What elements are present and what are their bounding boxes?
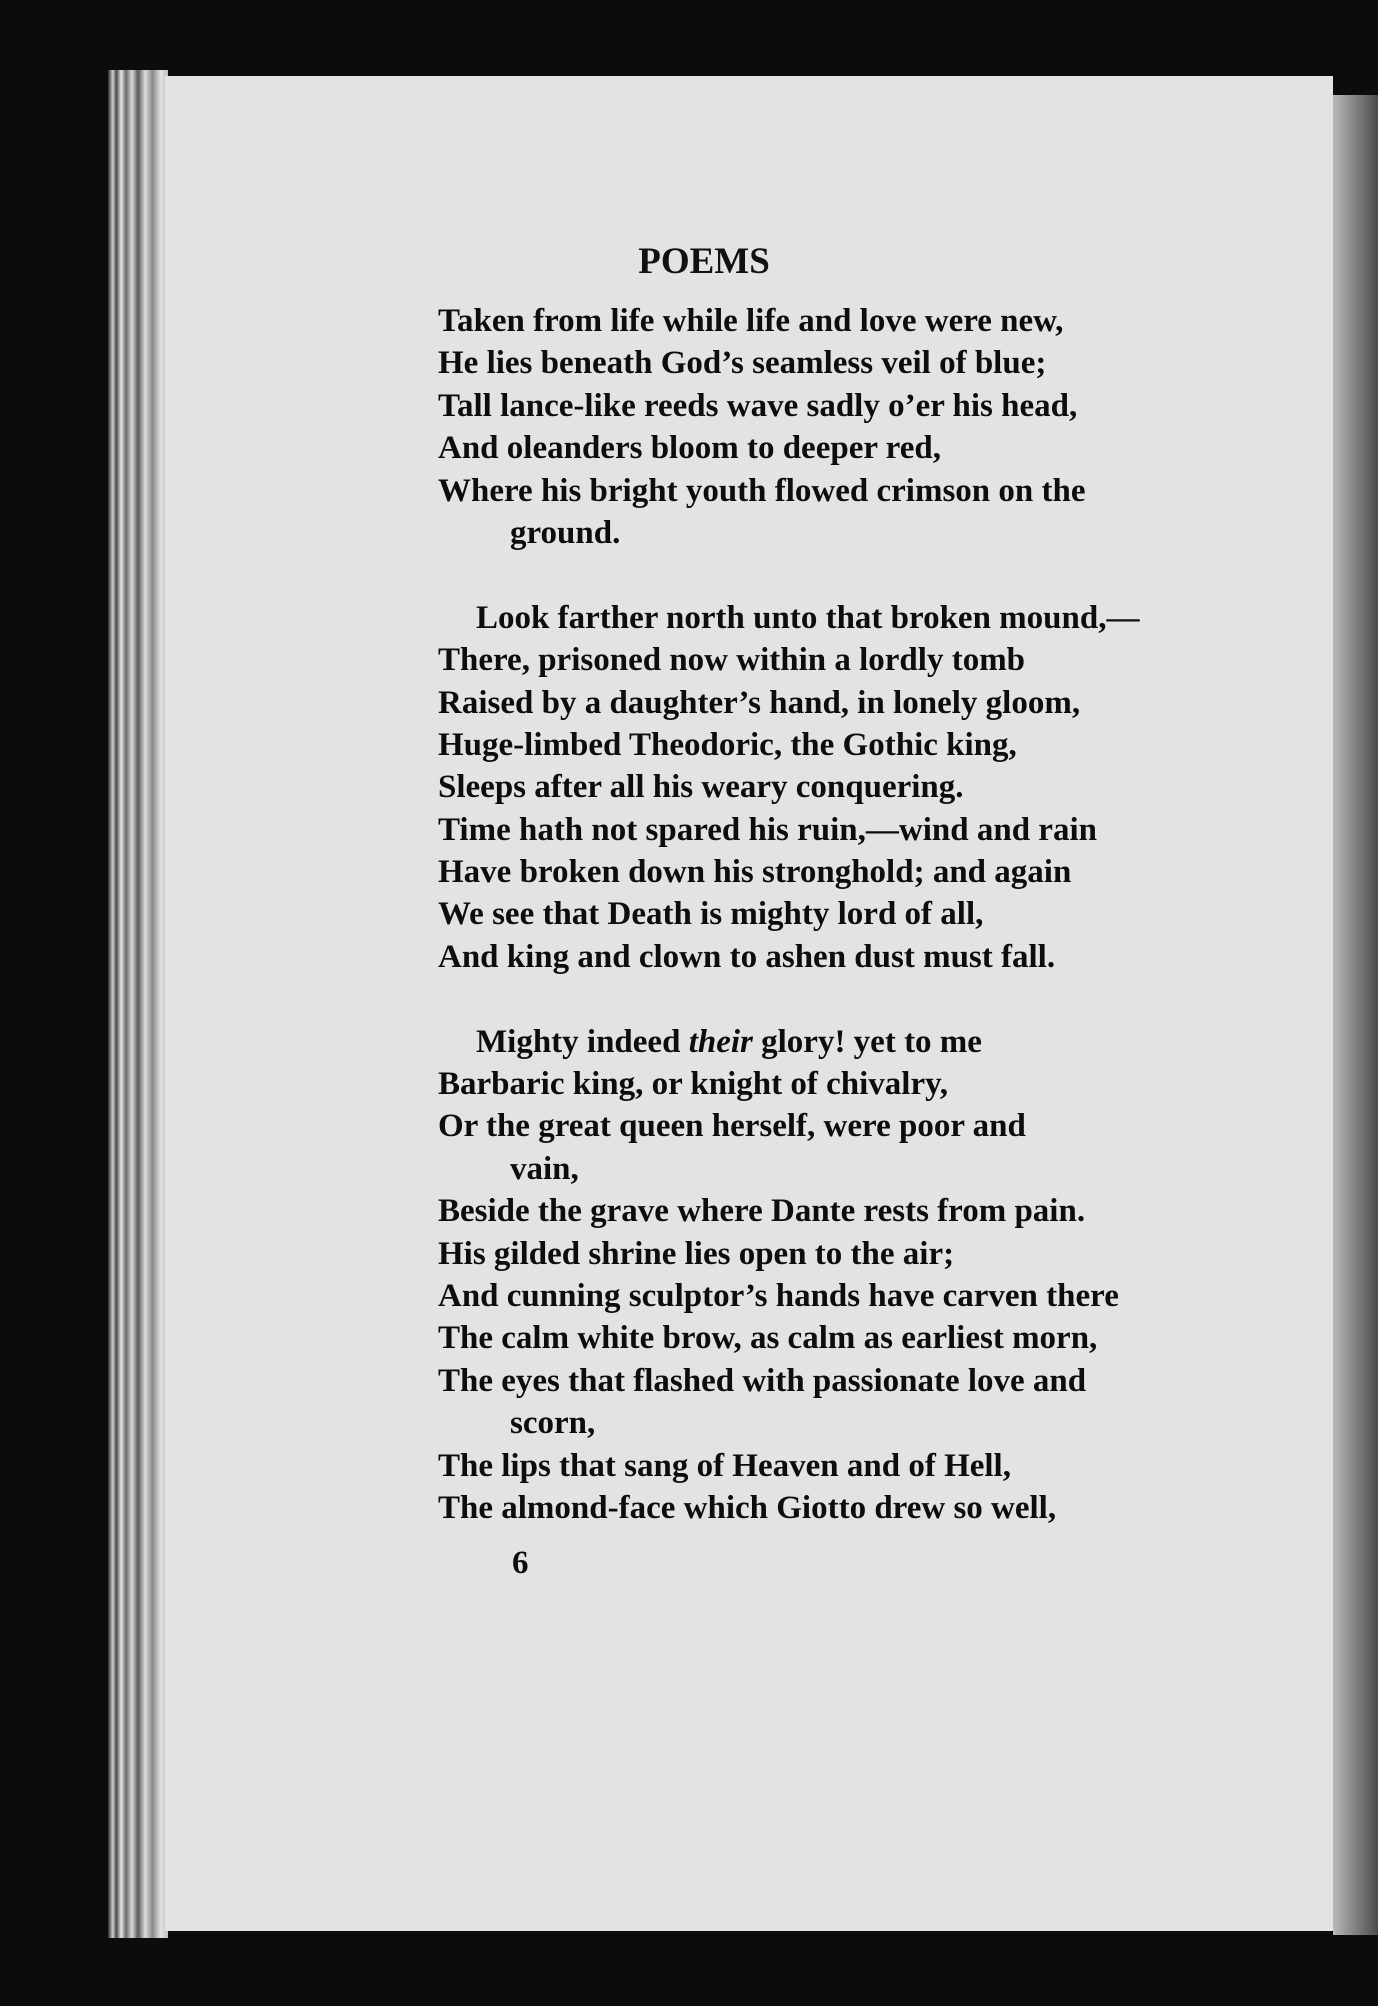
poem-line: The almond-face which Giotto drew so well, xyxy=(438,1489,1057,1526)
poem-line: There, prisoned now within a lordly tomb xyxy=(438,642,1026,679)
poem-line: And oleanders bloom to deeper red, xyxy=(438,430,941,467)
line-text: glory! yet to me xyxy=(752,1023,982,1060)
poem-line xyxy=(438,1021,1238,1063)
poem-line-turnover: vain, xyxy=(510,1150,579,1187)
poem-line: Look farther north unto that broken mound,— xyxy=(476,599,1140,636)
line-text: Mighty indeed xyxy=(476,1023,689,1060)
poem-line: Beside the grave where Dante rests from pain. xyxy=(438,1193,1086,1230)
poem-text xyxy=(438,300,1238,1529)
page-number: 6 xyxy=(512,1545,529,1581)
stanza-break xyxy=(438,978,1238,1020)
poem-line: Tall lance-like reeds wave sadly o’er his head, xyxy=(438,387,1078,424)
poem-line: And cunning sculptor’s hands have carven there xyxy=(438,1277,1119,1314)
poem-line-turnover: scorn, xyxy=(510,1405,596,1442)
poem-line: He lies beneath God’s seamless veil of blue; xyxy=(438,345,1047,382)
running-head: POEMS xyxy=(638,241,770,282)
emphasis-text: their xyxy=(688,1023,753,1060)
poem-line: Sleeps after all his weary conquering. xyxy=(438,769,964,806)
poem-line: Taken from life while life and love were new, xyxy=(438,303,1064,339)
poem-line: Time hath not spared his ruin,—wind and rain xyxy=(438,811,1097,848)
poem-line: Barbaric king, or knight of chivalry, xyxy=(438,1066,949,1103)
poem-line: The lips that sang of Heaven and of Hell, xyxy=(438,1447,1011,1484)
poem-line: We see that Death is mighty lord of all, xyxy=(438,896,984,933)
poem-line: His gilded shrine lies open to the air; xyxy=(438,1235,955,1272)
book-spine xyxy=(108,70,168,1938)
poem-line: Where his bright youth flowed crimson on the xyxy=(438,472,1086,509)
poem-line: Raised by a daughter’s hand, in lonely gloom, xyxy=(438,684,1081,721)
poem-line: Have broken down his stronghold; and again xyxy=(438,854,1072,891)
poem-line: Or the great queen herself, were poor and xyxy=(438,1108,1026,1145)
stanza-break xyxy=(438,554,1238,596)
poem-line-turnover: ground. xyxy=(510,514,621,551)
page-edge xyxy=(1333,95,1378,1935)
poem-line: Huge-limbed Theodoric, the Gothic king, xyxy=(438,726,1017,763)
poem-line: And king and clown to ashen dust must fall. xyxy=(438,938,1056,975)
poem-line: The eyes that flashed with passionate love and xyxy=(438,1362,1087,1399)
poem-line: The calm white brow, as calm as earliest morn, xyxy=(438,1320,1098,1357)
